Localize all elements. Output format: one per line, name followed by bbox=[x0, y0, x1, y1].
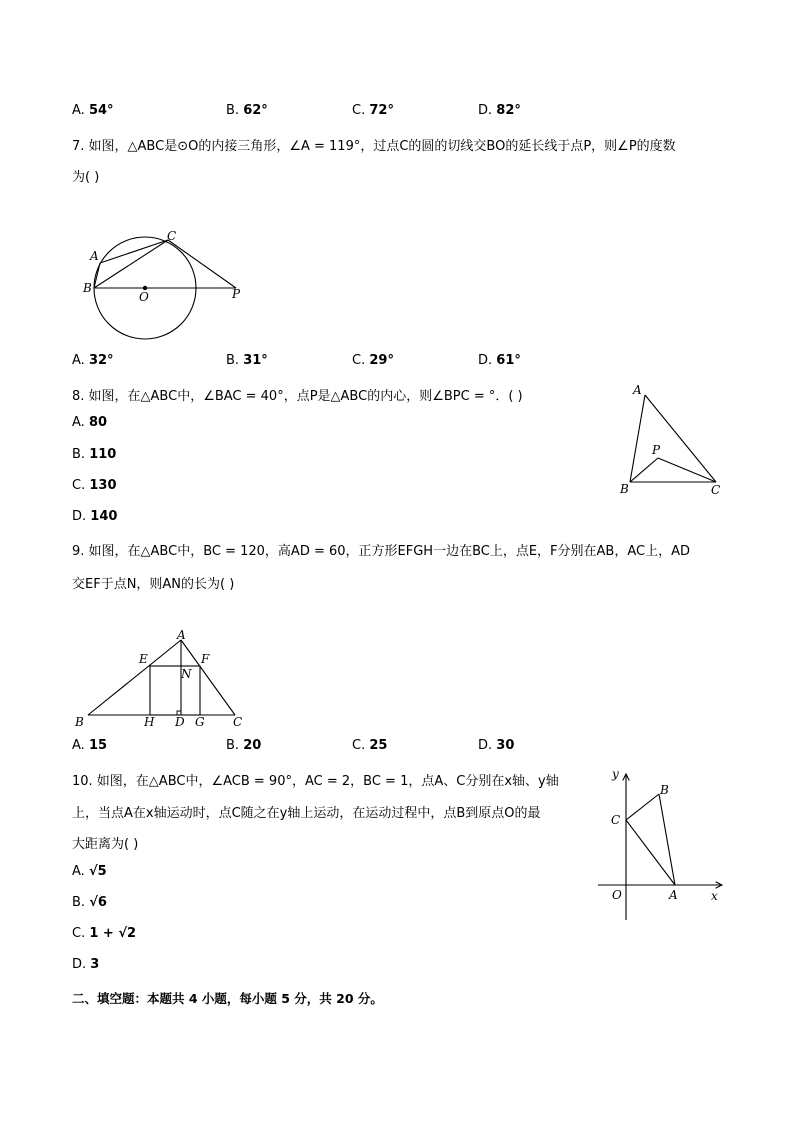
q8-stem: 8. 如图，在△ABC中，∠BAC = 40°，点P是△ABC的内心，则∠BPC = °．( ) bbox=[72, 389, 523, 404]
q6-option-b: B. 62° bbox=[226, 103, 268, 118]
q10-option-a: A. √5 bbox=[72, 864, 107, 879]
q7-stem-line2: 为( ) bbox=[72, 170, 100, 185]
q7-option-c: C. 29° bbox=[352, 353, 394, 368]
q9-label-c: C bbox=[233, 715, 243, 729]
q10-label-y: y bbox=[612, 767, 619, 781]
q9-label-g: G bbox=[195, 715, 205, 729]
q10-label-x: x bbox=[711, 889, 718, 903]
q9-stem-line1: 9. 如图，在△ABC中，BC = 120，高AD = 60，正方形EFGH一边在BC上，点E，F分别在AB，AC上，AD bbox=[72, 544, 690, 559]
q9-option-b: B. 20 bbox=[226, 738, 262, 753]
section-2-heading: 二、填空题：本题共 4 小题，每小题 5 分，共 20 分。 bbox=[72, 991, 383, 1006]
q10-option-b: B. √6 bbox=[72, 895, 107, 910]
q9-figure bbox=[72, 625, 252, 733]
q8-option-a: A. 80 bbox=[72, 415, 108, 430]
q10-stem-line1: 10. 如图，在△ABC中，∠ACB = 90°，AC = 2，BC = 1，点A、C分别在x轴、y轴 bbox=[72, 774, 559, 789]
q10-stem-line3: 大距离为( ) bbox=[72, 837, 139, 852]
q10-option-d: D. 3 bbox=[72, 957, 100, 972]
q6-option-c: C. 72° bbox=[352, 103, 394, 118]
q9-stem-line2: 交EF于点N，则AN的长为( ) bbox=[72, 577, 235, 592]
q10-figure bbox=[592, 762, 732, 924]
q7-option-b: B. 31° bbox=[226, 353, 268, 368]
q10-label-a: A bbox=[669, 888, 678, 902]
q9-label-e: E bbox=[139, 652, 148, 666]
q10-stem-line2: 上，当点A在x轴运动时，点C随之在y轴上运动，在运动过程中，点B到原点O的最 bbox=[72, 806, 541, 821]
q8-label-a: A bbox=[633, 383, 642, 397]
q10-label-o: O bbox=[612, 888, 622, 902]
q10-option-c: C. 1 + √2 bbox=[72, 926, 137, 941]
q7-stem-line1: 7. 如图，△ABC是⊙O的内接三角形，∠A = 119°，过点C的圆的切线交BO的延长线于点P，则∠P的度数 bbox=[72, 139, 676, 154]
q9-label-h: H bbox=[144, 715, 155, 729]
q10-label-c: C bbox=[611, 813, 621, 827]
q8-label-b: B bbox=[620, 482, 629, 496]
q8-option-d: D. 140 bbox=[72, 509, 118, 524]
q9-option-a: A. 15 bbox=[72, 738, 108, 753]
q7-label-o: O bbox=[139, 290, 149, 304]
q7-label-a: A bbox=[90, 249, 99, 263]
q7-option-a: A. 32° bbox=[72, 353, 114, 368]
q9-option-d: D. 30 bbox=[478, 738, 515, 753]
q9-label-d: D bbox=[175, 715, 185, 729]
q8-option-c: C. 130 bbox=[72, 478, 117, 493]
q8-option-b: B. 110 bbox=[72, 447, 117, 462]
q7-label-p: P bbox=[232, 287, 241, 301]
q9-label-a: A bbox=[177, 628, 186, 642]
q7-label-b: B bbox=[83, 281, 92, 295]
q7-label-c: C bbox=[167, 229, 177, 243]
q9-option-c: C. 25 bbox=[352, 738, 388, 753]
q7-figure bbox=[80, 225, 250, 345]
q9-label-n: N bbox=[181, 667, 192, 681]
q8-figure bbox=[612, 378, 732, 500]
q8-label-c: C bbox=[711, 483, 721, 497]
q7-option-d: D. 61° bbox=[478, 353, 521, 368]
q6-option-d: D. 82° bbox=[478, 103, 521, 118]
q9-label-f: F bbox=[201, 652, 210, 666]
q10-label-b: B bbox=[660, 783, 669, 797]
q8-label-p: P bbox=[652, 443, 661, 457]
q9-label-b: B bbox=[75, 715, 84, 729]
q6-option-a: A. 54° bbox=[72, 103, 114, 118]
